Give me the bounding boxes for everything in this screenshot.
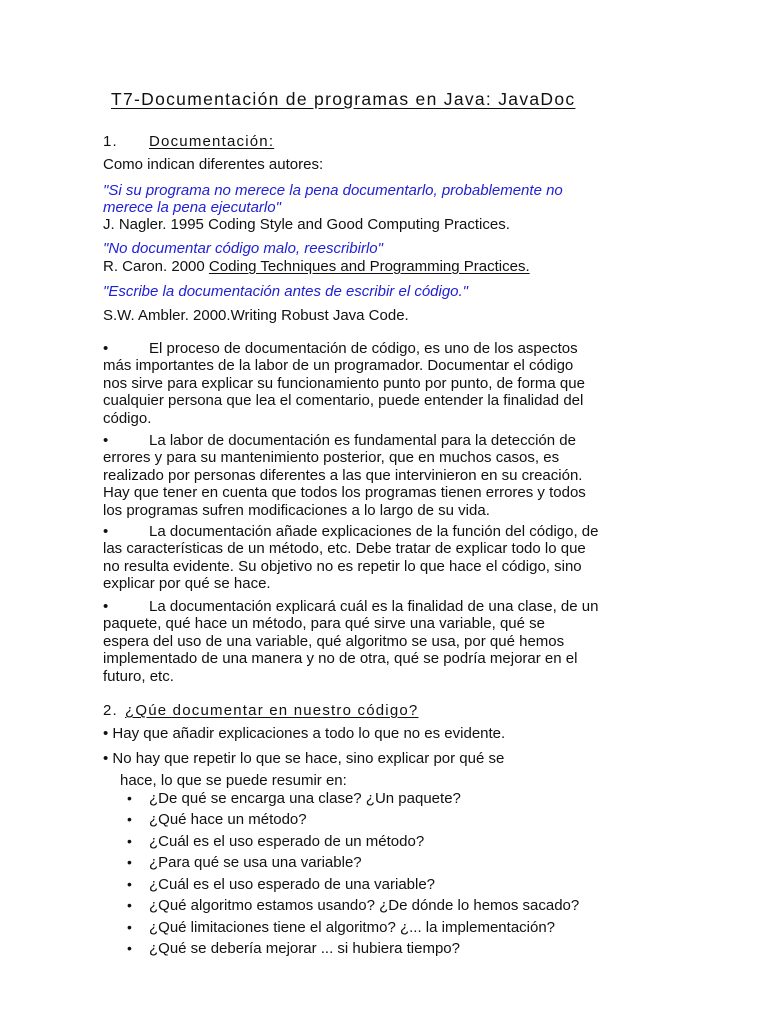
question-bullet: • — [127, 940, 132, 956]
paragraph-line: La labor de documentación es fundamental para la detección de — [149, 432, 576, 449]
paragraph-line: los programas sufren modificaciones a lo largo de su vida. — [103, 501, 490, 519]
section2-heading: ¿Qúe documentar en nuestro código? — [125, 702, 419, 719]
paragraph-line: La documentación explicará cuál es la finalidad de una clase, de un — [149, 598, 599, 615]
paragraph-1 — [103, 340, 683, 427]
paragraph-line: errores y para su mantenimiento posterior, que en muchos casos, es — [103, 449, 560, 467]
section1-number: 1. — [103, 133, 118, 150]
paragraph-line: realizado por personas diferentes a las que intervinieron en su creación. — [103, 466, 583, 484]
section1-heading: Documentación: — [149, 133, 275, 150]
question-item — [127, 940, 460, 957]
question-item — [127, 790, 461, 807]
question-text: ¿Cuál es el uso esperado de una variable? — [149, 876, 436, 893]
paragraph-3 — [103, 523, 683, 593]
question-text: ¿Para qué se usa una variable? — [149, 854, 362, 871]
question-text: ¿Qué se debería mejorar ... si hubiera tiempo? — [149, 940, 460, 957]
paragraph-2 — [103, 432, 683, 519]
paragraph-line: El proceso de documentación de código, es uno de los aspectos — [149, 340, 578, 357]
paragraph-line: código. — [103, 409, 152, 427]
question-text: ¿Qué hace un método? — [149, 811, 307, 828]
quote1-source: J. Nagler. 1995 Coding Style and Good Computing Practices. — [103, 216, 510, 233]
paragraph-line: más importantes de la labor de un programador. Documentar el código — [103, 357, 574, 375]
paragraph-line: futuro, etc. — [103, 667, 174, 685]
paragraph-bullet: • — [103, 523, 109, 540]
paragraph-line: paquete, qué hace un método, para qué sirve una variable, qué se — [103, 615, 545, 633]
question-bullet: • — [127, 790, 132, 806]
paragraph-bullet: • — [103, 598, 109, 615]
question-item — [127, 919, 555, 936]
quote1-line2: merece la pena ejecutarlo" — [103, 199, 281, 216]
question-text: ¿Qué limitaciones tiene el algoritmo? ¿... la implementación? — [149, 919, 556, 936]
paragraph-bullet: • — [103, 340, 109, 357]
paragraph-line: las características de un método, etc. Debe tratar de explicar todo lo que — [103, 540, 586, 558]
quote2-text: "No documentar código malo, reescribirlo" — [103, 240, 383, 257]
question-text: ¿De qué se encarga una clase? ¿Un paquete? — [149, 790, 461, 807]
paragraph-bullet: • — [103, 432, 109, 449]
paragraph-line: no resulta evidente. Su objetivo no es repetir lo que hace el código, sino — [103, 557, 582, 575]
paragraph-line: implementado de una manera y no de otra, qué se podría mejorar en el — [103, 650, 578, 668]
question-bullet: • — [127, 854, 132, 870]
section1-intro: Como indican diferentes autores: — [103, 156, 324, 173]
question-item — [127, 833, 424, 850]
paragraph-line: explicar por qué se hace. — [103, 575, 271, 593]
quote2-source-title: Coding Techniques and Programming Practices. — [208, 258, 530, 275]
quote1-line1: "Si su programa no merece la pena documentarlo, probablemente no — [103, 182, 563, 199]
question-item — [127, 854, 362, 871]
section2-bullet2-line1: • No hay que repetir lo que se hace, sino explicar por qué se — [103, 750, 505, 767]
paragraph-line: cualquier persona que lea el comentario, puede entender la finalidad del — [103, 392, 584, 410]
question-bullet: • — [127, 897, 132, 913]
question-bullet: • — [127, 876, 132, 892]
quote3-text: "Escribe la documentación antes de escribir el código." — [103, 283, 469, 300]
section2-bullet1: • Hay que añadir explicaciones a todo lo que no es evidente. — [103, 725, 506, 742]
paragraph-4 — [103, 598, 683, 685]
question-item — [127, 876, 435, 893]
question-bullet: • — [127, 811, 132, 827]
paragraph-line: espera del uso de una variable, qué algoritmo se usa, por qué hemos — [103, 632, 565, 650]
paragraph-line: La documentación añade explicaciones de la función del código, de — [149, 523, 599, 540]
quote2-source — [103, 258, 530, 275]
question-item — [127, 897, 579, 914]
paragraph-line: Hay que tener en cuenta que todos los programas tienen errores y todos — [103, 484, 586, 502]
question-bullet: • — [127, 919, 132, 935]
document-title: T7-Documentación de programas en Java: JavaDoc — [111, 89, 576, 109]
question-text: ¿Cuál es el uso esperado de un método? — [149, 833, 425, 850]
question-bullet: • — [127, 833, 132, 849]
question-text: ¿Qué algoritmo estamos usando? ¿De dónde lo hemos sacado? — [149, 897, 580, 914]
quote3-source: S.W. Ambler. 2000.Writing Robust Java Code. — [103, 307, 409, 324]
paragraph-line: nos sirve para explicar su funcionamiento punto por punto, de forma que — [103, 374, 585, 392]
quote2-source-prefix: R. Caron. 2000 — [103, 258, 209, 275]
section2-bullet2-line2: hace, lo que se puede resumir en: — [120, 772, 347, 789]
section2-number: 2. — [103, 702, 118, 719]
question-item — [127, 811, 307, 828]
